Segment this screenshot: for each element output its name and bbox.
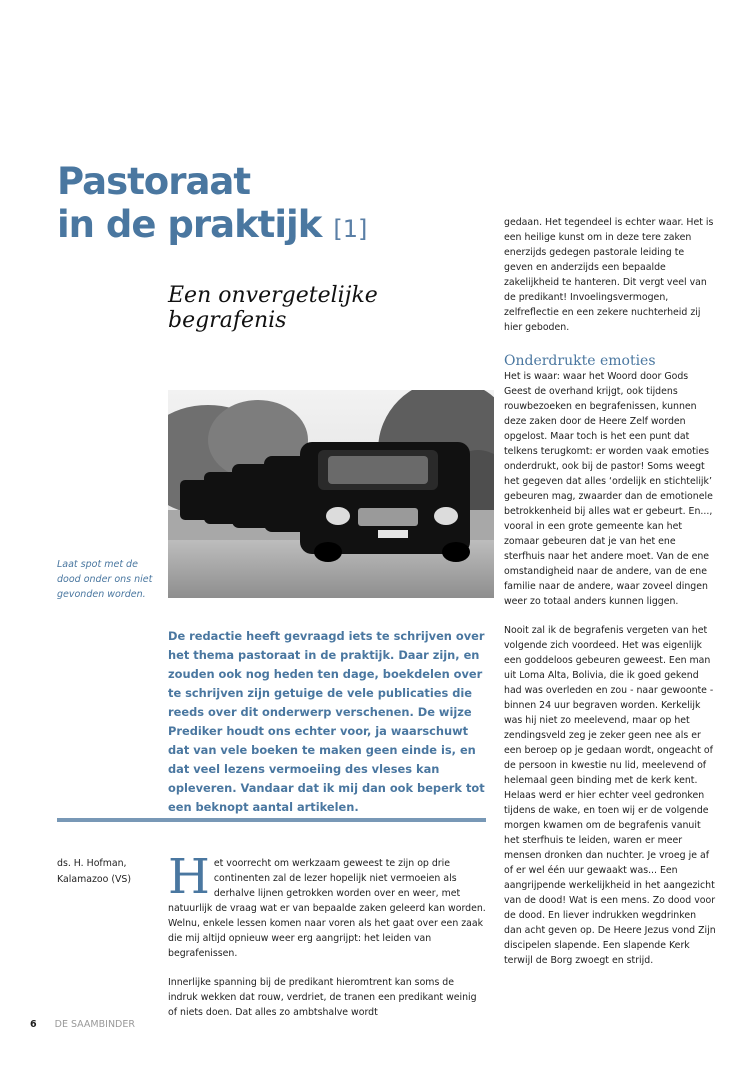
- author-byline: [57, 856, 157, 888]
- body-paragraph: Nooit zal ik de begrafenis vergeten van het volgende zich voordeed. Het was eigenlijk een goddeloos gebeuren geweest. Een man uit Loma Alta, Bolivia, die ik goed gekend had was overleden en zou - naar gewoonte - binnen 24 uur begraven worden. Kerkelijk was hij niet zo meelevend, maar op het zendingsveld zeg je zeker geen nee als er een beroep op je gedaan wordt, ongeacht of de persoon in kwestie nu lid, meelevend of helemaal geen binding met de kerk kent.: [504, 625, 714, 786]
- publication-name: DE SAAMBINDER: [54, 1019, 135, 1030]
- article-subtitle: Een onvergetelijke begrafenis: [168, 283, 378, 333]
- photo-caption: Laat spot met de dood onder ons niet gevonden worden.: [57, 559, 153, 600]
- intro-paragraph: De redactie heeft gevraagd iets te schrijven over het thema pastoraat in de praktijk. Daar zijn, en zouden ook nog heden ten dage, boekdelen over te schrijven zijn getuige de vele publicaties die reeds over dit onderwerp verschenen. De wijze Prediker houdt ons echter voor, ja waarschuwt dat van vele boeken te maken geen einde is, en dat veel lezens vermoeiing des vleses kan opleveren. Vandaar dat ik mij dan ook beperk tot een beknopt aantal artikelen.: [168, 629, 485, 814]
- author-name: ds. H. Hofman,: [57, 858, 127, 869]
- body-paragraph: Het is waar: waar het Woord door Gods Geest de overhand krijgt, ook tijdens rouwbezoeken en begrafenissen, kunnen deze zaken door de Heere Zelf worden opgelost. Maar toch is het een punt dat telkens terugkomt: er worden vaak emoties onderdrukt, ook bij de pastor! Soms weegt het gegeven dat alles ‘ordelijk en stichtelijk’ gebeuren mag, zwaarder dan de emotionele betrokkenheid bij alles wat er gebeurt. En..., vooral in een grote gemeente kan het zomaar gebeuren dat je van het ene sterfhuis naar het andere moet. Van de ene omstandigheid naar de andere, van de ene familie naar de andere, waar zoveel dingen weer zo totaal anders kunnen liggen.: [504, 371, 713, 607]
- body-paragraph: [168, 849, 486, 961]
- body-column-right: [504, 215, 716, 968]
- body-paragraph: gedaan. Het tegendeel is echter waar. Het is een heilige kunst om in deze tere zaken enerzijds gedegen pastorale leiding te geven en anderzijds een bepaalde zakelijkheid te hanteren. Dit vergt veel van de predikant! Invoelingsvermogen, zelfreflectie en een zekere nuchterheid zij hier geboden.: [504, 217, 714, 333]
- page-footer: [30, 1019, 135, 1030]
- author-place: Kalamazoo (VS): [57, 874, 132, 885]
- section-divider: [57, 818, 486, 822]
- body-paragraph: Innerlijke spanning bij de predikant hieromtrent kan soms de indruk wekken dat rouw, verdriet, de tranen een predikant weinig of niets doen. Dat alles zo ambtshalve wordt: [168, 977, 477, 1018]
- article-title: [57, 160, 367, 251]
- dropcap-letter: H: [168, 849, 210, 905]
- page-number: 6: [30, 1019, 37, 1030]
- hearse-procession-photo: [168, 390, 494, 598]
- title-line-2: in de praktijk: [57, 203, 322, 246]
- title-line-1: Pastoraat: [57, 160, 251, 203]
- body-column-middle: [168, 849, 486, 1020]
- series-tag: [1]: [333, 215, 368, 243]
- section-subheading: Onderdrukte emoties: [504, 353, 656, 369]
- body-paragraph-text: et voorrecht om werkzaam geweest te zijn op drie continenten zal de lezer hopelijk niet vermoeien als derhalve lijnen getrokken worden over en weer, met natuurlijk de vraag wat er van bepaalde zaken geleerd kan worden. Welnu, enkele lessen komen naar voren als het gaat over een zaak die mij altijd opnieuw weer erg aangrijpt: het leiden van begrafenissen.: [168, 858, 486, 959]
- body-paragraph: Helaas werd er hier echter veel gedronken tijdens de wake, en toen wij er de volgende morgen kwamen om de begrafenis vanuit het sterfhuis te leiden, waren er meer mensen dronken dan nuchter. Je vroeg je af of er wel één uur gewaakt was... Een aangrijpende werkelijkheid in het aangezicht van de dood! Wat is een mens. Zo dood voor de dood. En liever indrukken wegdrinken dan acht geven op. De Heere Jezus vond Zijn discipelen slapende. Een slapende Kerk terwijl de Borg zwoegt en strijd.: [504, 790, 716, 966]
